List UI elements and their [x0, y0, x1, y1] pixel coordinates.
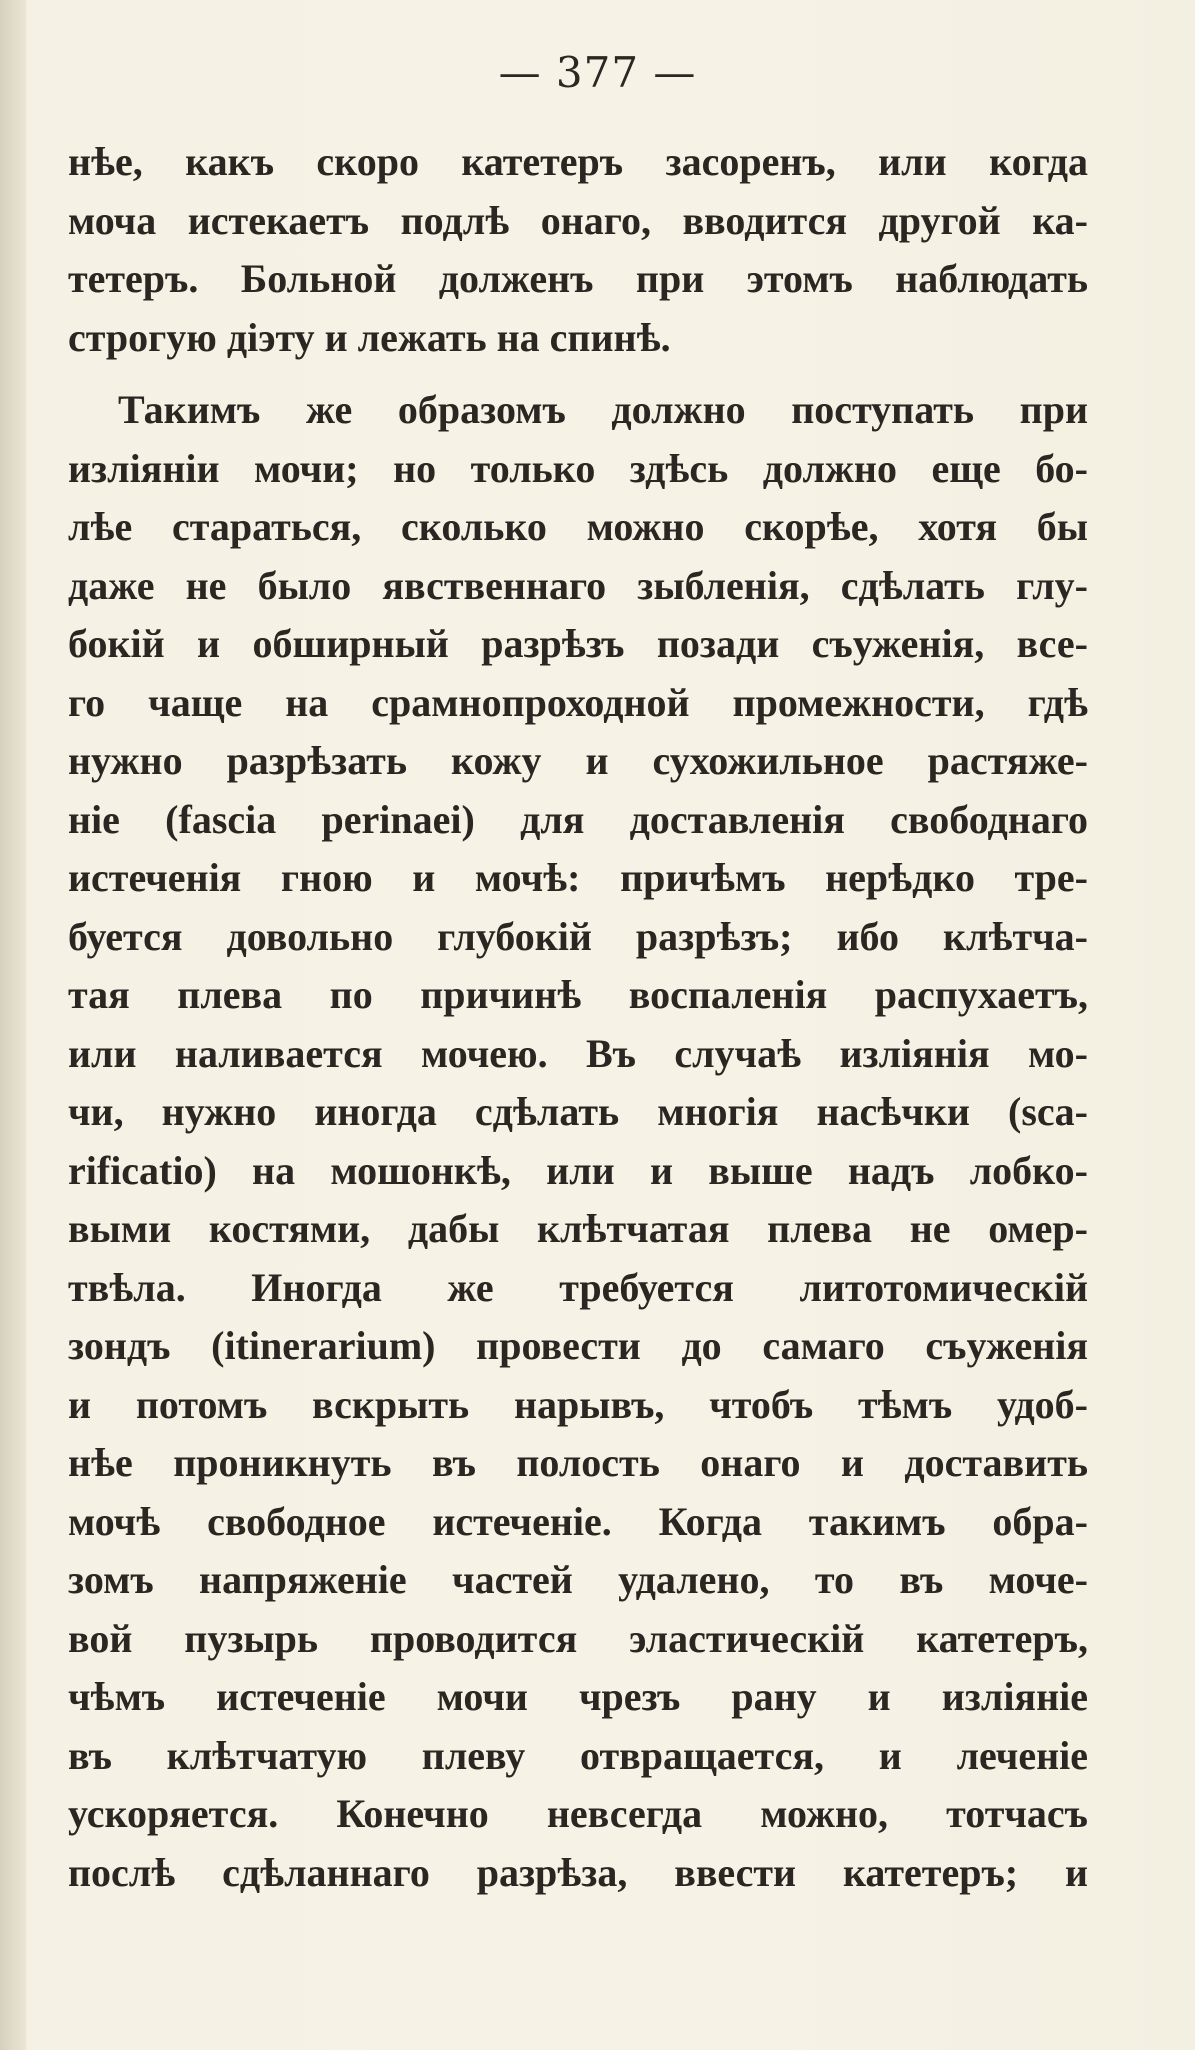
text-line: и потомъ вскрыть нарывъ, чтобъ тѣмъ удоб- — [68, 1381, 1088, 1427]
text-line: мочѣ свободное истеченіе. Когда такимъ обра- — [68, 1498, 1088, 1544]
text-line: строгую діэту и лежать на спинѣ. — [68, 314, 671, 360]
text-line: зомъ напряженіе частей удалено, то въ моче- — [68, 1557, 1088, 1602]
text-line: rificatio) на мошонкѣ, или и выше надъ лобко- — [68, 1147, 1088, 1193]
text-line: чѣмъ истеченіе мочи чрезъ рану и изліяніе — [68, 1674, 1088, 1719]
text-line: лѣе стараться, сколько можно скорѣе, хотя бы — [68, 504, 1088, 549]
text-line: нѣе, какъ скоро катетеръ засоренъ, или когда — [68, 139, 1088, 184]
paragraph-2 — [68, 381, 1088, 1902]
body-text — [68, 133, 1088, 1902]
text-line: вой пузырь проводится эластическій катетеръ, — [68, 1615, 1088, 1661]
text-line: зондъ (itinerarium) провести до самаго съуженія — [68, 1323, 1088, 1368]
text-line: тетеръ. Больной долженъ при этомъ наблюдать — [68, 256, 1088, 301]
paragraph-1 — [68, 133, 1088, 367]
text-line: изліяніи мочи; но только здѣсь должно еще бо- — [68, 445, 1088, 491]
text-line: тая плева по причинѣ воспаленія распухаетъ, — [68, 972, 1088, 1017]
text-line: выми костями, дабы клѣтчатая плева не омер- — [68, 1206, 1088, 1251]
page-binding-edge — [0, 0, 26, 2050]
text-line: послѣ сдѣланнаго разрѣза, ввести катетеръ; и — [68, 1849, 1088, 1895]
text-line: буется довольно глубокій разрѣзъ; ибо клѣтча- — [68, 913, 1088, 959]
text-line: бокій и обширный разрѣзъ позади съуженія, все- — [68, 621, 1088, 666]
text-line: нужно разрѣзать кожу и сухожильное растяже- — [68, 738, 1088, 783]
text-line: или наливается мочею. Въ случаѣ изліянія мо- — [68, 1030, 1088, 1076]
text-line: въ клѣтчатую плеву отвращается, и леченіе — [68, 1732, 1088, 1778]
text-line: моча истекаетъ подлѣ онаго, вводится другой ка- — [68, 197, 1088, 243]
text-line: чи, нужно иногда сдѣлать многія насѣчки (sca- — [68, 1089, 1088, 1134]
text-line: даже не было явственнаго зыбленія, сдѣлать глу- — [68, 562, 1088, 608]
text-line: твѣла. Иногда же требуется литотомическій — [68, 1264, 1088, 1310]
text-line: нѣе проникнуть въ полость онаго и доставить — [68, 1440, 1088, 1485]
text-line: Такимъ же образомъ должно поступать при — [118, 387, 1088, 432]
text-line: го чаще на срамнопроходной промежности, гдѣ — [68, 679, 1088, 725]
page-number: — 377 — — [498, 48, 697, 97]
paragraph-gap — [68, 367, 1088, 381]
text-line: ніе (fascia perinaei) для доставленія свободнаго — [68, 796, 1088, 842]
text-line: истеченія гною и мочѣ: причѣмъ нерѣдко тре- — [68, 855, 1088, 900]
text-line: ускоряется. Конечно невсегда можно, тотчасъ — [68, 1791, 1088, 1836]
